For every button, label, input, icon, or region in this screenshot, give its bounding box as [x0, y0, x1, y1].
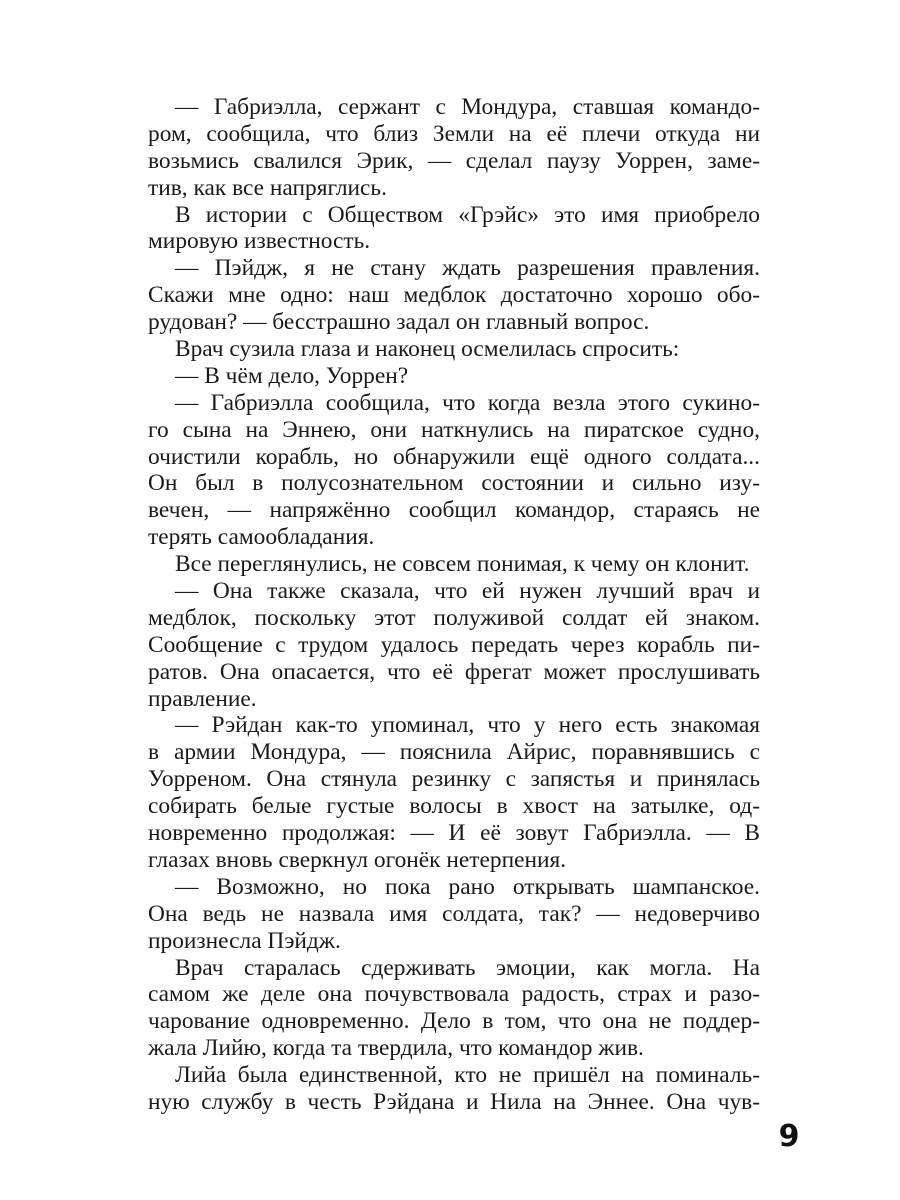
- text-line: глазах вновь сверкнул огонёк нетерпения.: [148, 846, 567, 873]
- paragraph: [148, 336, 760, 363]
- text-line: Уорреном. Она стянула резинку с запястья и принялась: [148, 766, 760, 793]
- paragraph: [148, 551, 760, 578]
- paragraph: [148, 390, 760, 551]
- text-line: Скажи мне одно: наш медблок достаточно хорошо обо-: [148, 282, 760, 309]
- text-line: медблок, поскольку этот полуживой солдат ей знаком.: [148, 604, 760, 631]
- text-line: самом же деле она почувствовала радость, страх и разо-: [148, 981, 760, 1008]
- text-line: В истории с Обществом «Грэйс» это имя приобрело: [175, 201, 760, 228]
- text-line: мировую известность.: [148, 228, 371, 255]
- paragraph: [148, 578, 760, 712]
- text-line: рудован? — бесстрашно задал он главный вопрос.: [148, 309, 650, 336]
- paragraph: [148, 255, 760, 336]
- text-line: — Она также сказала, что ей нужен лучший врач и: [175, 578, 760, 605]
- text-line: произнесла Пэйдж.: [148, 927, 341, 954]
- text-line: — Габриэлла, сержант с Мондура, ставшая командо-: [175, 94, 760, 120]
- text-line: — Рэйдан как-то упоминал, что у него есть знакомая: [175, 712, 760, 739]
- text-line: ром, сообщила, что близ Земли на её плечи откуда ни: [148, 120, 760, 147]
- text-line: собирать белые густые волосы в хвост на затылке, од-: [148, 793, 760, 820]
- text-line: вечен, — напряжённо сообщил командор, стараясь не: [148, 497, 760, 524]
- text-line: правление.: [148, 685, 257, 712]
- body-text: [148, 94, 760, 1116]
- text-line: возьмись свалился Эрик, — сделал паузу Уоррен, заме-: [148, 147, 760, 174]
- text-line: Сообщение с трудом удалось передать через корабль пи-: [148, 631, 760, 658]
- paragraph: [148, 712, 760, 873]
- text-line: очистили корабль, но обнаружили ещё одного солдата...: [148, 443, 760, 470]
- text-line: ратов. Она опасается, что её фрегат может прослушивать: [148, 658, 760, 685]
- page-number: 9: [778, 1119, 800, 1154]
- text-line: Лийа была единственной, кто не пришёл на поминаль-: [175, 1062, 760, 1089]
- text-line: терять самообладания.: [148, 524, 375, 551]
- paragraph: [148, 874, 760, 955]
- paragraph: [148, 94, 760, 202]
- text-line: ную службу в честь Рэйдана и Нила на Эннее. Она чув-: [148, 1088, 760, 1115]
- text-line: жала Лийю, когда та твердила, что командор жив.: [148, 1035, 644, 1062]
- text-line: Она ведь не назвала имя солдата, так? — недоверчиво: [148, 900, 760, 927]
- paragraph: [148, 202, 760, 256]
- text-line: — В чём дело, Уоррен?: [175, 362, 409, 389]
- text-line: в армии Мондура, — пояснила Айрис, поравнявшись с: [148, 739, 760, 766]
- text-line: го сына на Эннею, они наткнулись на пиратское судно,: [148, 416, 760, 443]
- paragraph: [148, 363, 760, 390]
- text-line: — Пэйдж, я не стану ждать разрешения правления.: [175, 255, 760, 282]
- text-line: Врач сузила глаза и наконец осмелилась спросить:: [175, 336, 680, 363]
- text-line: Врач старалась сдерживать эмоции, как могла. На: [175, 954, 760, 981]
- text-line: — Габриэлла сообщила, что когда везла этого сукино-: [175, 389, 760, 416]
- text-line: тив, как все напряглись.: [148, 174, 387, 201]
- paragraph: [148, 1062, 760, 1116]
- text-line: Все переглянулись, не совсем понимая, к чему он клонит.: [175, 551, 750, 578]
- text-line: — Возможно, но пока рано открывать шампанское.: [175, 873, 760, 900]
- text-line: Он был в полусознательном состоянии и сильно изу-: [148, 470, 760, 497]
- text-line: новременно продолжая: — И её зовут Габриэлла. — В: [148, 820, 760, 847]
- paragraph: [148, 955, 760, 1063]
- text-line: чарование одновременно. Дело в том, что она не поддер-: [148, 1008, 760, 1035]
